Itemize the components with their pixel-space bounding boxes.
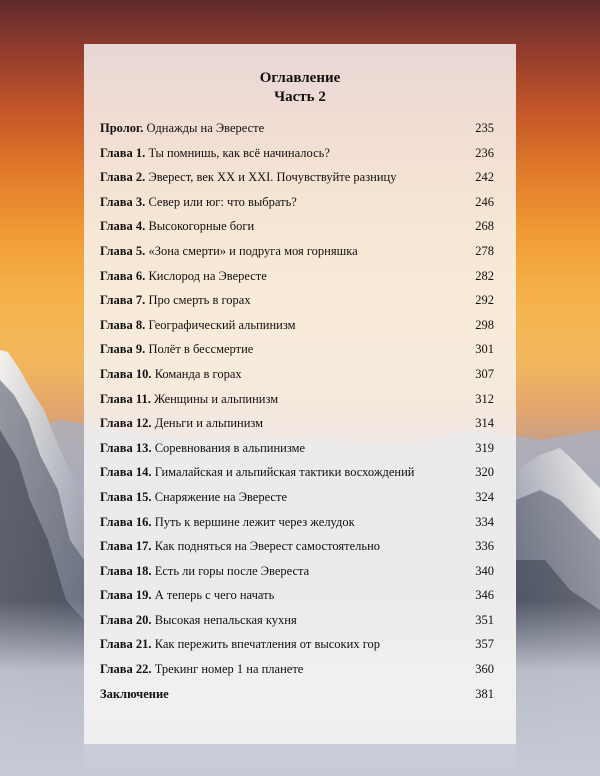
toc-entry-label: Глава 6. [100, 268, 146, 283]
toc-entry-label: Глава 12. [100, 416, 152, 431]
toc-entry-page: 324 [475, 489, 494, 504]
toc-entry-label: Глава 18. [100, 563, 152, 578]
toc-entry-label: Пролог. [100, 121, 144, 135]
toc-entry-label: Глава 15. [100, 489, 152, 504]
toc-entry-chapter-22[interactable] [100, 662, 494, 687]
toc-entry-chapter-3[interactable] [100, 195, 494, 220]
toc-entry-label: Глава 21. [100, 637, 152, 652]
toc-entry-chapter-13[interactable] [100, 441, 494, 466]
toc-entry-chapter-5[interactable] [100, 244, 494, 269]
toc-entry-page: 268 [475, 219, 494, 234]
toc-entry-label: Глава 4. [100, 219, 146, 234]
toc-entry-label: Глава 20. [100, 612, 152, 627]
toc-entry-page: 292 [475, 293, 494, 308]
toc-entry-page: 307 [475, 366, 494, 381]
toc-entry-title: Ты помнишь, как всё начиналось? [148, 145, 330, 160]
toc-entry-title: Команда в горах [154, 366, 242, 381]
toc-entry-title: Путь к вершине лежит через желудок [154, 514, 355, 529]
toc-entry-title: Как пережить впечатления от высоких гор [154, 637, 381, 652]
toc-entry-title: Снаряжение на Эвересте [154, 489, 287, 504]
toc-entry-page: 381 [475, 686, 494, 701]
toc-entry-page: 320 [475, 465, 494, 480]
toc-entry-title: «Зона смерти» и подруга моя горняшка [148, 243, 358, 258]
toc-list [100, 121, 494, 711]
toc-entry-chapter-2[interactable] [100, 170, 494, 195]
toc-entry-label: Глава 3. [100, 194, 146, 209]
toc-entry-chapter-17[interactable] [100, 539, 494, 564]
toc-entry-label: Глава 19. [100, 588, 152, 603]
toc-entry-title: Высокогорные боги [148, 219, 255, 234]
toc-entry-page: 312 [475, 391, 494, 406]
toc-entry-page: 314 [475, 416, 494, 431]
toc-entry-label: Глава 1. [100, 145, 146, 160]
toc-entry-page: 319 [475, 440, 494, 455]
toc-entry-title: Гималайская и альпийская тактики восхождений [154, 465, 415, 480]
toc-entry-page: 235 [475, 121, 494, 135]
toc-entry-label: Глава 16. [100, 514, 152, 529]
toc-entry-page: 246 [475, 194, 494, 209]
toc-entry-chapter-8[interactable] [100, 318, 494, 343]
toc-entry-title: Трекинг номер 1 на планете [154, 662, 304, 677]
toc-entry-label: Заключение [100, 686, 169, 701]
toc-entry-prologue[interactable] [100, 121, 494, 146]
toc-entry-title: А теперь с чего начать [154, 588, 275, 603]
toc-entry-title: Деньги и альпинизм [154, 416, 264, 431]
toc-entry-page: 282 [475, 268, 494, 283]
toc-entry-chapter-15[interactable] [100, 490, 494, 515]
toc-entry-label: Глава 5. [100, 243, 146, 258]
toc-entry-page: 346 [475, 588, 494, 603]
toc-entry-label: Глава 13. [100, 440, 152, 455]
toc-entry-chapter-12[interactable] [100, 416, 494, 441]
toc-entry-page: 301 [475, 342, 494, 357]
toc-entry-title: Эверест, век XX и XXI. Почувствуйте разницу [148, 170, 397, 185]
toc-entry-chapter-4[interactable] [100, 219, 494, 244]
toc-entry-label: Глава 9. [100, 342, 146, 357]
toc-entry-page: 278 [475, 243, 494, 258]
toc-entry-title: Полёт в бессмертие [148, 342, 254, 357]
toc-entry-title: Женщины и альпинизм [154, 391, 279, 406]
toc-entry-title: Есть ли горы после Эвереста [154, 563, 310, 578]
toc-entry-label: Глава 11. [100, 391, 151, 406]
toc-entry-chapter-21[interactable] [100, 637, 494, 662]
toc-entry-label: Глава 10. [100, 366, 152, 381]
toc-entry-title: Соревнования в альпинизме [154, 440, 306, 455]
toc-entry-chapter-18[interactable] [100, 564, 494, 589]
toc-entry-chapter-19[interactable] [100, 588, 494, 613]
toc-entry-label: Глава 7. [100, 293, 146, 308]
toc-entry-chapter-10[interactable] [100, 367, 494, 392]
toc-entry-chapter-20[interactable] [100, 613, 494, 638]
toc-entry-page: 357 [475, 637, 494, 652]
toc-entry-page: 340 [475, 563, 494, 578]
toc-entry-page: 334 [475, 514, 494, 529]
toc-entry-chapter-7[interactable] [100, 293, 494, 318]
toc-entry-chapter-14[interactable] [100, 465, 494, 490]
toc-entry-label: Глава 14. [100, 465, 152, 480]
toc-part-subtitle: Часть 2 [274, 89, 326, 105]
toc-entry-title: Север или юг: что выбрать? [148, 194, 297, 209]
toc-entry-chapter-11[interactable] [100, 392, 494, 417]
toc-entry-title: Высокая непальская кухня [154, 612, 297, 627]
toc-entry-page: 360 [475, 662, 494, 677]
toc-entry-page: 242 [475, 170, 494, 185]
toc-entry-label: Глава 8. [100, 317, 146, 332]
toc-entry-label: Глава 17. [100, 539, 152, 554]
toc-entry-page: 236 [475, 145, 494, 160]
toc-entry-chapter-9[interactable] [100, 342, 494, 367]
toc-title: Оглавление [259, 70, 341, 86]
toc-entry-conclusion[interactable] [100, 687, 494, 712]
toc-entry-page: 351 [475, 612, 494, 627]
toc-entry-title: Про смерть в горах [148, 293, 251, 308]
toc-entry-chapter-1[interactable] [100, 146, 494, 171]
toc-entry-label: Глава 2. [100, 170, 146, 185]
toc-entry-chapter-16[interactable] [100, 515, 494, 540]
toc-entry-page: 336 [475, 539, 494, 554]
toc-entry-title: Кислород на Эвересте [148, 268, 267, 283]
toc-entry-page: 298 [475, 317, 494, 332]
toc-entry-title: Географический альпинизм [148, 317, 296, 332]
toc-entry-title: Однажды на Эвересте [146, 121, 265, 135]
toc-entry-title: Как подняться на Эверест самостоятельно [154, 539, 381, 554]
toc-entry-label: Глава 22. [100, 662, 152, 677]
toc-entry-chapter-6[interactable] [100, 269, 494, 294]
